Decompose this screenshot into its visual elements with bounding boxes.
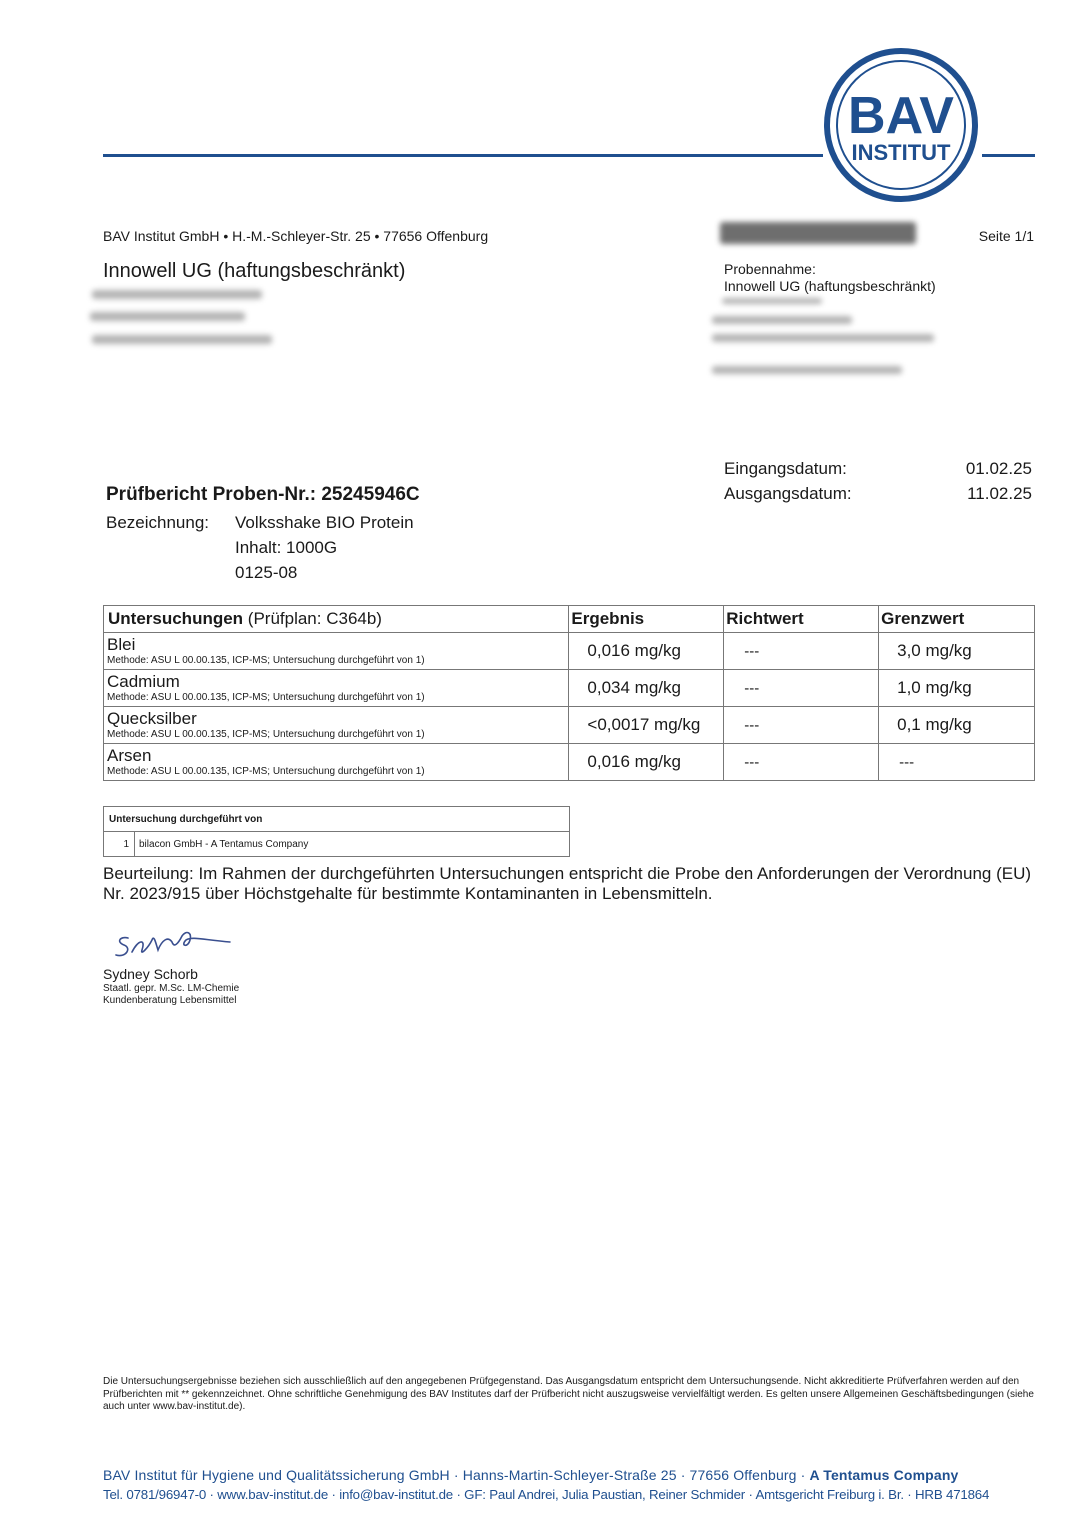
designation-label: Bezeichnung: (106, 513, 210, 532)
designation-content: Inhalt: 1000G (235, 538, 338, 557)
issued-date-label: Ausgangsdatum: (724, 484, 852, 503)
footer-brand: A Tentamus Company (809, 1467, 959, 1483)
table-header-row (104, 606, 1035, 633)
issued-date-value: 11.02.25 (967, 484, 1032, 503)
designation-batch: 0125-08 (235, 563, 298, 582)
logo-line2: INSTITUT (851, 140, 951, 165)
limit-value: 3,0 mg/kg (879, 633, 1035, 670)
header-rule-left (103, 154, 823, 157)
redacted-address-3 (92, 335, 272, 344)
header-tests (104, 606, 569, 633)
analyte-method: Methode: ASU L 00.00.135, ICP-MS; Untersuchung durchgeführt von 1) (107, 654, 425, 666)
header-limit-value: Grenzwert (879, 606, 1035, 633)
signatory-name: Sydney Schorb (103, 966, 198, 982)
redacted-sampling-2 (712, 316, 852, 324)
report-title: Prüfbericht Proben-Nr.: 25245946C (106, 484, 420, 505)
result-value: <0,0017 mg/kg (569, 707, 724, 744)
sampling-company: Innowell UG (haftungsbeschränkt) (724, 278, 936, 294)
redacted-sampling-4 (712, 366, 902, 374)
analyte-name: Quecksilber (107, 708, 197, 728)
designation-product: Volksshake BIO Protein (235, 513, 414, 532)
redacted-address-2 (90, 312, 245, 321)
analyte-cell (104, 670, 569, 707)
analyte-cell (104, 633, 569, 670)
disclaimer-text: Die Untersuchungsergebnisse beziehen sich ausschließlich auf den angegebenen Prüfgegenstand. Das Ausgangsdatum entspricht dem Untersuchungsende. Nicht akkreditierte Prüfverfahren werden auf den Prüfberichten mit ** gekennzeichnet. Ohne schriftliche Genehmigung des BAV Institutes darf der Prüfbericht nicht auszugsweise vervielfältigt werden. Es gelten unsere Allgemeinen Geschäftsbedingungen (siehe auch unter www.bav-institut.de). (103, 1376, 1034, 1412)
lab-index: 1 (104, 832, 135, 857)
sampling-label: Probennahme: (724, 261, 816, 277)
limit-value: --- (879, 744, 1035, 781)
guide-value: --- (724, 707, 879, 744)
guide-value: --- (724, 633, 879, 670)
logo-line1: BAV (848, 87, 954, 145)
lab-name: bilacon GmbH - A Tentamus Company (135, 832, 570, 857)
analyte-cell (104, 744, 569, 781)
guide-value: --- (724, 744, 879, 781)
signatory-title: Staatl. gepr. M.Sc. LM-Chemie (103, 983, 240, 994)
result-value: 0,016 mg/kg (569, 633, 724, 670)
header-guide-value: Richtwert (724, 606, 879, 633)
redacted-address-1 (92, 290, 262, 299)
received-date-value: 01.02.25 (965, 459, 1032, 478)
table-row (104, 633, 1035, 670)
redacted-sampling-1 (722, 298, 822, 304)
received-date-label: Eingangsdatum: (724, 459, 847, 478)
assessment-text: Beurteilung: Im Rahmen der durchgeführten Untersuchungen entspricht die Probe den Anforderungen der Verordnung (EU) Nr. 2023/915 über Höchstgehalte für bestimmte Kontaminanten in Lebensmitteln. (103, 864, 1032, 903)
redacted-sampling-3 (712, 334, 934, 342)
lab-table-header-row (104, 807, 570, 832)
signatory-department: Kundenberatung Lebensmittel (103, 995, 237, 1006)
bav-logo-seal (823, 47, 979, 203)
header-rule-right (982, 154, 1035, 157)
recipient-name: Innowell UG (haftungsbeschränkt) (103, 260, 406, 282)
analyte-method: Methode: ASU L 00.00.135, ICP-MS; Untersuchung durchgeführt von 1) (107, 691, 425, 703)
redacted-block (720, 222, 916, 244)
analyte-name: Cadmium (107, 671, 180, 691)
header-test-plan: (Prüfplan: C364b) (243, 609, 382, 628)
header-result: Ergebnis (569, 606, 724, 633)
result-value: 0,034 mg/kg (569, 670, 724, 707)
results-table (103, 605, 1035, 781)
analyte-name: Blei (107, 634, 136, 654)
footer-company-address: BAV Institut für Hygiene und Qualitätssicherung GmbH · Hanns-Martin-Schleyer-Straße 25 · 77656 Offenburg · (103, 1467, 810, 1483)
bav-logo (823, 47, 979, 203)
lab-table (103, 806, 570, 857)
lab-table-row (104, 832, 570, 857)
limit-value: 0,1 mg/kg (879, 707, 1035, 744)
analyte-name: Arsen (107, 745, 152, 765)
signature-image (112, 926, 237, 964)
limit-value: 1,0 mg/kg (879, 670, 1035, 707)
footer-line-1 (103, 1467, 1063, 1483)
table-row (104, 744, 1035, 781)
table-row (104, 707, 1035, 744)
sender-address-line: BAV Institut GmbH • H.-M.-Schleyer-Str. 25 • 77656 Offenburg (103, 228, 489, 244)
guide-value: --- (724, 670, 879, 707)
analyte-cell (104, 707, 569, 744)
analyte-method: Methode: ASU L 00.00.135, ICP-MS; Untersuchung durchgeführt von 1) (107, 728, 425, 740)
page-number: Seite 1/1 (978, 228, 1034, 244)
table-row (104, 670, 1035, 707)
result-value: 0,016 mg/kg (569, 744, 724, 781)
header-tests-bold: Untersuchungen (108, 609, 244, 628)
analyte-method: Methode: ASU L 00.00.135, ICP-MS; Untersuchung durchgeführt von 1) (107, 765, 425, 777)
lab-table-header: Untersuchung durchgeführt von (104, 807, 570, 832)
footer-line-2: Tel. 0781/96947-0 · www.bav-institut.de · info@bav-institut.de · GF: Paul Andrei, Julia Paustian, Reiner Schmider · Amtsgericht Freiburg i. Br. · HRB 471864 (103, 1487, 990, 1502)
